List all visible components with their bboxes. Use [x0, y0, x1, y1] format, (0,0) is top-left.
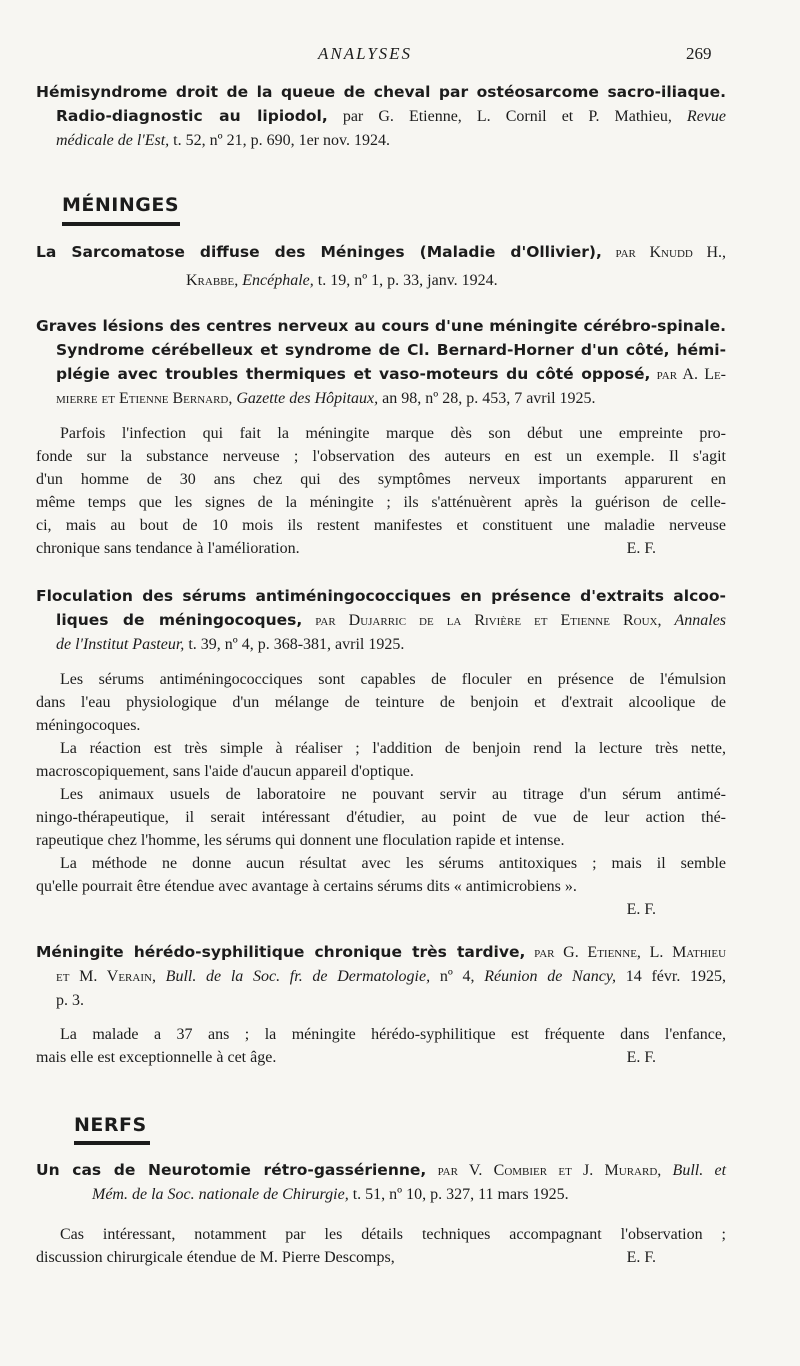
entry-title: Un cas de Neurotomie rétro-gassérienne, — [36, 1161, 427, 1179]
entry-title-continued: Radio-diagnostic au lipiodol, — [56, 107, 328, 125]
reviewer-signature: E. F. — [626, 540, 656, 557]
entry-authors-continued: mierre et Etienne Bernard, — [56, 390, 233, 407]
entry-authors: par Knudd H., — [615, 244, 727, 261]
entry-citation — [36, 104, 726, 129]
entry-abstract — [36, 1223, 726, 1269]
abstract-entry-3 — [36, 314, 726, 560]
entry-citation — [36, 965, 726, 989]
abstract-line: d'un homme de 30 ans chez qui des symptômes nerveux importants apparurent en — [36, 471, 726, 488]
abstract-line: même temps que les signes de la méningite ; ils s'atténuèrent après la guérison de celle- — [36, 494, 726, 511]
abstract-line: Cas intéressant, notamment par les détails techniques accompagnant l'observation ; — [60, 1226, 726, 1243]
reviewer-signature: E. F. — [626, 1249, 656, 1266]
abstract-line: dans l'eau physiologique d'un mélange de teinture de benjoin et d'extrait alcoolique de — [36, 694, 726, 711]
abstract-line: fonde sur la substance nerveuse ; l'observation des auteurs en est un exemple. Il s'agit — [36, 448, 726, 465]
abstract-line: La malade a 37 ans ; la méningite hérédo-syphilitique est fréquente dans l'enfance, — [60, 1026, 726, 1043]
entry-authors: par G. Etienne, L. Cornil et P. Mathieu, — [342, 108, 672, 125]
abstract-line: macroscopiquement, sans l'aide d'aucun appareil d'optique. — [36, 763, 414, 780]
reviewer-signature: E. F. — [626, 901, 656, 918]
entry-journal-continued: de l'Institut Pasteur, — [56, 636, 185, 653]
entry-abstract — [36, 1023, 726, 1069]
entry-citation — [36, 387, 726, 411]
abstract-line: Les sérums antiméningococciques sont capables de floculer en présence de l'émulsion — [60, 671, 726, 688]
entry-authors: par Dujarric de la Rivière et Etienne Roux, — [315, 612, 662, 629]
section-heading-meninges: MÉNINGES — [62, 194, 180, 216]
entry-date: 14 févr. 1925, — [625, 968, 727, 985]
entry-title-line — [36, 1158, 726, 1183]
entry-authors: par G. Etienne, L. Mathieu — [534, 944, 727, 961]
reviewer-signature: E. F. — [626, 1049, 656, 1066]
entry-title: Hémisyndrome droit de la queue de cheval par ostéosarcome sacro-iliaque. — [36, 83, 726, 101]
entry-title-end: plégie avec troubles thermiques et vaso-moteurs du côté opposé, — [56, 365, 651, 383]
abstract-line: rapeutique chez l'homme, les sérums qui donnent une floculation rapide et intense. — [36, 832, 565, 849]
abstract-line: La méthode ne donne aucun résultat avec les sérums antitoxiques ; mais il semble — [60, 855, 726, 872]
entry-abstract — [36, 422, 726, 560]
entry-authors: par A. Le- — [656, 366, 727, 383]
abstract-line: chronique sans tendance à l'amélioration. — [36, 540, 300, 557]
entry-reference: an 98, nº 28, p. 453, 7 avril 1925. — [382, 390, 596, 407]
entry-reference: t. 19, nº 1, p. 33, janv. 1924. — [317, 272, 498, 289]
entry-issue: nº 4, — [439, 968, 475, 985]
abstract-line: La réaction est très simple à réaliser ; l'addition de benjoin rend la lecture très nette, — [60, 740, 726, 757]
entry-journal: Encéphale, — [242, 272, 314, 289]
entry-abstract — [36, 668, 726, 918]
entry-journal: Annales — [674, 612, 727, 629]
abstract-last-line — [36, 1046, 726, 1069]
entry-title: La Sarcomatose diffuse des Méninges (Maladie d'Ollivier), — [36, 243, 602, 261]
entry-citation — [36, 269, 726, 293]
entry-meeting: Réunion de Nancy, — [484, 968, 617, 985]
abstract-line: discussion chirurgicale étendue de M. Pierre Descomps, — [36, 1249, 395, 1266]
abstract-line: méningocoques. — [36, 717, 141, 734]
entry-journal: Bull. de la Soc. fr. de Dermatologie, — [165, 968, 431, 985]
section-underline — [62, 222, 180, 226]
entry-citation-details — [36, 633, 726, 657]
entry-citation — [36, 1183, 726, 1207]
entry-title-continued: Syndrome cérébelleux et syndrome de Cl. Bernard-Horner d'un côté, hémi- — [56, 341, 726, 359]
abstract-line: mais elle est exceptionnelle à cet âge. — [36, 1049, 277, 1066]
entry-reference: t. 39, nº 4, p. 368-381, avril 1925. — [188, 636, 405, 653]
entry-journal: Revue — [686, 108, 726, 125]
entry-author-continued: Krabbe, — [186, 272, 239, 289]
abstract-entry-1 — [36, 80, 726, 153]
abstract-line: Les animaux usuels de laboratoire ne pouvant servir au titrage d'un sérum antimé- — [60, 786, 726, 803]
entry-title: Graves lésions des centres nerveux au cours d'une méningite cérébro-spinale. — [36, 317, 726, 335]
entry-journal-continued: médicale de l'Est, — [56, 132, 170, 149]
running-title: ANALYSES — [318, 44, 413, 63]
abstract-last-line — [36, 1246, 726, 1269]
entry-title: Floculation des sérums antiméningococciques en présence d'extraits alcoo- — [36, 587, 726, 605]
entry-reference: t. 52, nº 21, p. 690, 1er nov. 1924. — [173, 132, 390, 149]
section-heading-nerfs: NERFS — [74, 1114, 147, 1136]
entry-citation — [36, 608, 726, 633]
entry-journal: Gazette des Hôpitaux, — [236, 390, 379, 407]
abstract-entry-6 — [36, 1158, 726, 1269]
abstract-line: Parfois l'infection qui fait la méningite marque dès son début une empreinte pro- — [60, 425, 726, 442]
page-number: 269 — [686, 44, 712, 63]
section-underline — [74, 1141, 150, 1145]
entry-authors-continued: et M. Verain, — [56, 968, 156, 985]
abstract-line: ningo-thérapeutique, il serait intéressant d'étudier, au point de vue de leur action thé- — [36, 809, 726, 826]
entry-title: Méningite hérédo-syphilitique chronique très tardive, — [36, 943, 526, 961]
entry-reference: p. 3. — [56, 992, 84, 1009]
abstract-entry-2 — [36, 240, 726, 293]
entry-authors: par V. Combier et J. Murard, — [437, 1162, 662, 1179]
entry-citation-details — [36, 989, 726, 1013]
entry-title-line — [36, 240, 726, 265]
entry-title-line-3 — [36, 362, 726, 387]
entry-journal-continued: Mém. de la Soc. nationale de Chirurgie, — [92, 1186, 349, 1203]
entry-title-line — [36, 940, 726, 965]
abstract-line: qu'elle pourrait être étendue avec avantage à certains sérums dits « antimicrobiens ». — [36, 878, 577, 895]
entry-reference: t. 51, nº 10, p. 327, 11 mars 1925. — [352, 1186, 569, 1203]
abstract-entry-4 — [36, 584, 727, 918]
abstract-entry-5 — [36, 940, 726, 1069]
entry-citation-details — [36, 129, 726, 153]
entry-journal: Bull. et — [672, 1162, 727, 1179]
abstract-line: ci, mais au bout de 10 mois ils restent manifestes et constituent une maladie nerveuse — [36, 517, 726, 534]
running-head — [0, 44, 800, 68]
entry-title-continued: liques de méningocoques, — [56, 611, 303, 629]
abstract-last-line — [36, 537, 726, 560]
